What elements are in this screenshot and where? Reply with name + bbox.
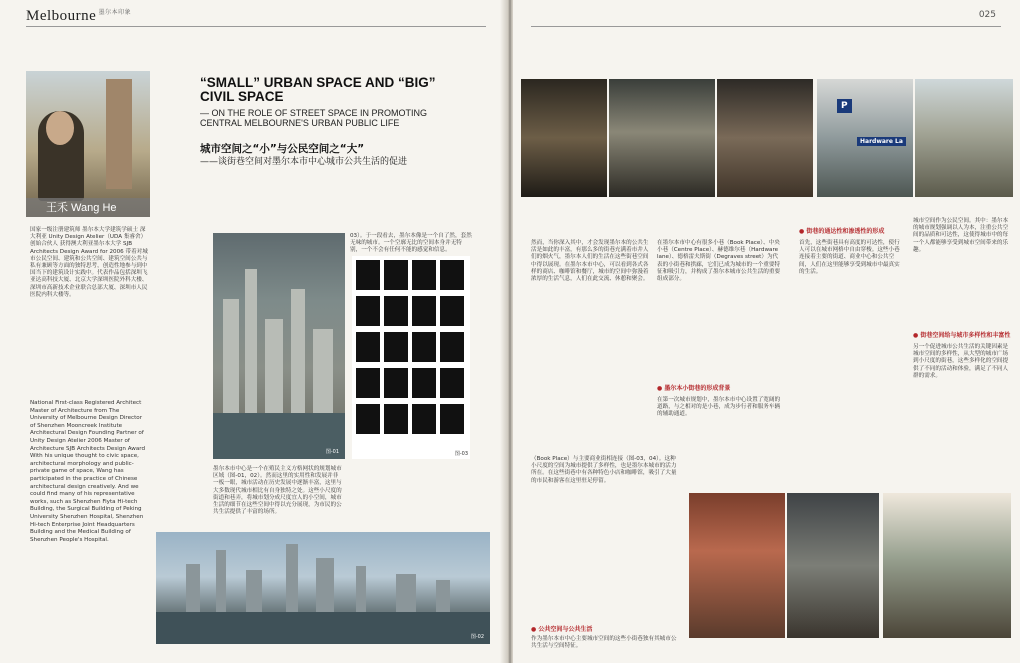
author-bio-en: National First-class Registered Architect Master of Architecture from The University of Melbourne Design Director of Shenzhen Mooncreek Institute Architectural Design Founding Partner of Unity Design Atelier 2006 Master of Architecture SJB Architects Design Award With his unique thought to civic space, architectural morphology and public-private game of space, Wang has participated in the practice of Chinese architectural design creatively. And we could find many of his representative works, such as Shenzhen Fiyta Hi-tech Building, the Surgical Building of Peking University Shenzhen Hospital, Shenzhen Hi-tech Enterprise Joint Headquarters Building and the Medical Building of Shenzhen People's Hospital.: [30, 400, 146, 543]
grid-block: [440, 296, 464, 326]
right-page: [513, 0, 1020, 663]
body-text-right-2: 在墨尔本市中心有很多小巷（Book Place）、中央小巷（Centre Place）、赫德维尔巷（Hardware lane）、德格雷夫斯街（Degraves street）为代表的小街巷和拱廊，它们已成为城市的一个重要特征和吸引力，并构成了墨尔本城市公共生活的重要组成部分。: [657, 240, 781, 283]
street-sign-photo: [817, 79, 913, 197]
building-shape: [313, 329, 333, 419]
author-portrait: [26, 71, 150, 217]
tower-shape: [286, 544, 298, 614]
grid-block: [356, 404, 380, 434]
grid-block: [412, 368, 436, 398]
parking-sign: P: [837, 99, 852, 113]
tower-shape: [436, 580, 450, 614]
figure-label: 图-03: [454, 451, 468, 457]
article-title-cn: 城市空间之“小”与公民空间之“大”: [200, 143, 365, 155]
brand-label: Melbourne: [26, 8, 97, 24]
figure-caption: 03）。于一段看去，墨尔本像是一个自了然，套然无味的城市。一个空廓无比的空间本身并无特别，一个不会有任何不能的感觉和信息。: [350, 233, 472, 253]
outdoor-dining-photo: [689, 493, 785, 638]
article-subtitle-en: — ON THE ROLE OF STREET SPACE IN PROMOTING CENTRAL MELBOURNE'S URBAN PUBLIC LIFE: [200, 108, 428, 128]
header-rule: [26, 26, 486, 27]
street-grid-diagram: [352, 256, 470, 459]
article-title-en: “SMALL” URBAN SPACE AND “BIG” CIVIL SPACE: [200, 75, 436, 104]
skyline-panorama-photo: [156, 532, 490, 644]
figure-label: 图-01: [325, 449, 339, 455]
grid-block: [384, 368, 408, 398]
body-text-right-8: 作为墨尔本市中心主要城市空间的这些小街巷独有其城市公共生活与空间特征。: [531, 636, 677, 650]
tower-shape: [356, 566, 366, 614]
hardware-lane-sign: Hardware La: [857, 137, 906, 146]
grid-block: [384, 296, 408, 326]
grid-block: [356, 296, 380, 326]
body-text-right-5: 另一个促进城市公共生活的关键因素是城市空间的多样性，从大型的城市广场到小尺度的街巷，这些多样化的空间提供了不同的活动和体验，满足了不同人群的需求。: [913, 344, 1009, 379]
grid-block: [412, 332, 436, 362]
clock-tower-graphic: [106, 79, 132, 189]
body-text-right-1: 然而，当你深入其中，才会发现墨尔本的公共生活是如此的丰富，有那么多的街巷充满着市井人们的烟火气，墨尔本人们的生活在这些街巷空间中得以展现。在墨尔本市中心，可以看到各式各样的商店、咖啡馆和餐厅，城市的空间中弥漫着浓厚的生活气息，人们在此交流、休憩和聚会。: [531, 240, 649, 283]
tower-shape: [186, 564, 200, 614]
body-text-right-4: 首先，这些街巷具有高度的可达性，使行人可以在城市网格中自由穿梭。这些小巷连接着主要的街道、商业中心和公共空间，人们在这里能够享受到城市中最真实的生活。: [799, 240, 900, 275]
section-heading: ● 街巷空间给与城市多样性和丰富性: [913, 332, 1011, 339]
tower-shape: [316, 558, 334, 614]
author-bio-cn: 国家一级注册建筑师 墨尔本大学建筑学硕士 深大利亚 Unity Design Atelier（UDA 集睿舍）创始合伙人 获得澳大利亚墨尔本大学 SJB Architects Design Award for 2006 带着对城市公民空间、建筑和公共空间、建筑空间公共与私有兼顾等方面的独特思考，创造性地参与到中国当下的建筑设计实践中。代表作品包括深圳飞亚达高科技大厦、北京大学深圳医院外科大楼、深圳市高新技术企业联合总部大厦、深圳市人民医院内科大楼等。: [30, 227, 148, 298]
grid-block: [356, 332, 380, 362]
page-number: 025: [978, 10, 996, 20]
header-rule: [531, 26, 1001, 27]
grid-block: [412, 260, 436, 290]
tower-shape: [216, 550, 226, 614]
face-graphic: [46, 111, 74, 145]
section-heading: ● 墨尔本小街巷的形成背景: [657, 385, 731, 392]
building-shape: [265, 319, 283, 419]
left-page: [0, 0, 507, 663]
grid-block: [412, 296, 436, 326]
building-shape: [291, 289, 305, 419]
figure-label: 图-02: [470, 634, 484, 640]
grid-block: [440, 260, 464, 290]
city-street-photo: [915, 79, 1013, 197]
river-graphic: [156, 612, 490, 644]
tower-shape: [246, 570, 262, 614]
grid-block: [384, 332, 408, 362]
laneway-photo: [521, 79, 607, 197]
aerial-city-photo: [213, 233, 345, 459]
brand-tag: 墨尔本印象: [98, 10, 132, 16]
cafe-photo: [609, 79, 715, 197]
article-subtitle-cn: ——谈街巷空间对墨尔本市中心城市公共生活的促进: [200, 157, 408, 167]
building-shape: [223, 299, 239, 419]
author-name: 王禾 Wang He: [46, 202, 117, 214]
section-heading: ● 街巷的通达性和渗透性的形成: [799, 228, 885, 235]
lane-cafe-photo: [787, 493, 879, 638]
body-text-left: 墨尔本市中心是一个在殖民主义方格网状的规划城市区域（图-01，02）。然而这里的实用性和发展并非一板一眼，城市活动在历史发展中逐渐丰富，这里与大多数现代城市相比有自身独特之处。这些小尺度的街道和巷弄，将城市划分成尺度宜人的小空间，城市生活的细节在这些空间中得以充分展现，为市民的公共生活提供了丰富的场所。: [213, 466, 342, 516]
grid-block: [356, 260, 380, 290]
tower-shape: [396, 574, 416, 614]
section-brand: [26, 8, 133, 25]
grid-block: [356, 368, 380, 398]
grid-block: [440, 368, 464, 398]
body-text-right-7: （Book Place）与主要商业街相连接（图-03，04）。这种小尺度的空间为城市提供了多样性，也是墨尔本城市的活力所在。在这些街巷中有各种特色小店和咖啡馆，吸引了大量的市民和游客在这里驻足停留。: [531, 456, 677, 484]
grid-block: [440, 404, 464, 434]
arcade-photo: [883, 493, 1011, 638]
grid-block: [412, 404, 436, 434]
building-shape: [245, 269, 257, 419]
body-text-right-3: 在第一次城市规划中，墨尔本市中心设置了宽阔的道路，与之相对的是小巷，成为步行者和服务车辆的辅助通道。: [657, 397, 781, 418]
section-heading: ● 公共空间与公共生活: [531, 626, 593, 633]
grid-block: [440, 332, 464, 362]
body-text-right-6: 城市空间作为公民空间。其中：墨尔本的城市规划强调以人为本，注重公共空间的品质和可达性，这使得城市中的每一个人都能够享受到城市空间带来的乐趣。: [913, 218, 1009, 253]
diners-photo: [717, 79, 813, 197]
grid-block: [384, 404, 408, 434]
grid-block: [384, 260, 408, 290]
